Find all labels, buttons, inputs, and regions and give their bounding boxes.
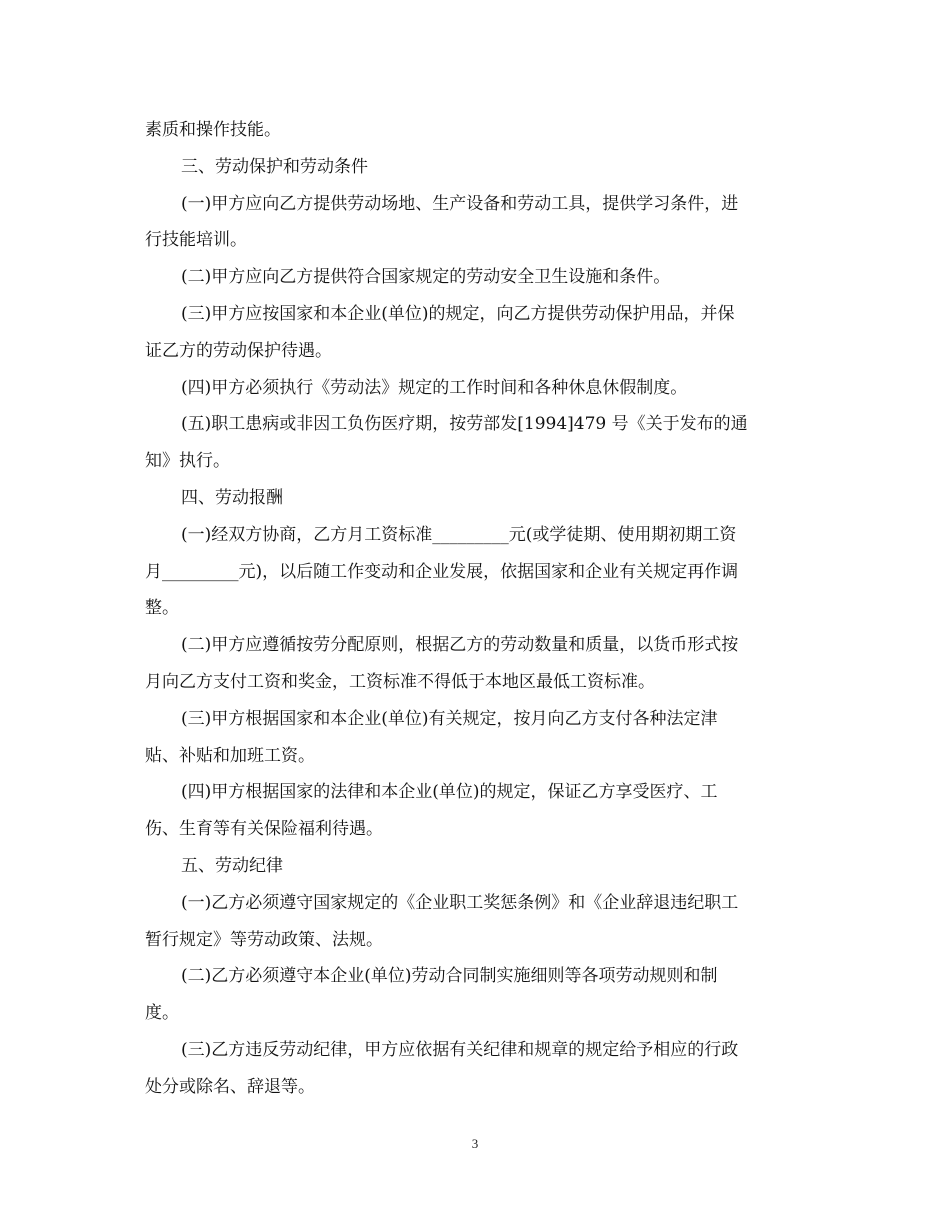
text-line: (一)经双方协商，乙方月工资标准_________元(或学徒期、使用期初期工资 xyxy=(181,524,737,545)
text-line: 整。 xyxy=(145,598,179,619)
page-number: 3 xyxy=(471,1136,479,1151)
text-line: 暂行规定》等劳动政策、法规。 xyxy=(145,929,383,950)
text-line: (二)甲方应向乙方提供符合国家规定的劳动安全卫生设施和条件。 xyxy=(181,267,671,288)
text-line: 处分或除名、辞退等。 xyxy=(145,1076,315,1097)
text-line: 证乙方的劳动保护待遇。 xyxy=(145,340,332,361)
text-line: 五、劳动纪律 xyxy=(181,855,283,876)
text-line: 度。 xyxy=(145,1003,179,1024)
text-line: 贴、补贴和加班工资。 xyxy=(145,745,315,766)
text-line: (二)乙方必须遵守本企业(单位)劳动合同制实施细则等各项劳动规则和制 xyxy=(181,966,718,987)
text-line: 三、劳动保护和劳动条件 xyxy=(181,156,368,177)
text-line: (一)乙方必须遵守国家规定的《企业职工奖惩条例》和《企业辞退违纪职工 xyxy=(181,892,739,913)
text-line: (五)职工患病或非因工负伤医疗期，按劳部发[1994]479 号《关于发布的通 xyxy=(181,414,748,435)
text-line: 伤、生育等有关保险福利待遇。 xyxy=(145,819,383,840)
text-line: (三)甲方根据国家和本企业(单位)有关规定，按月向乙方支付各种法定津 xyxy=(181,708,718,729)
text-line: 知》执行。 xyxy=(145,451,230,472)
text-line: 四、劳动报酬 xyxy=(181,487,283,508)
text-line: (四)甲方根据国家的法律和本企业(单位)的规定，保证乙方享受医疗、工 xyxy=(181,782,718,803)
text-line: (二)甲方应遵循按劳分配原则，根据乙方的劳动数量和质量，以货币形式按 xyxy=(181,635,739,656)
text-line: (一)甲方应向乙方提供劳动场地、生产设备和劳动工具，提供学习条件，进 xyxy=(181,193,739,214)
text-line: 月_________元)，以后随工作变动和企业发展，依据国家和企业有关规定再作调 xyxy=(145,561,739,582)
text-line: 行技能培训。 xyxy=(145,230,247,251)
text-line: (三)甲方应按国家和本企业(单位)的规定，向乙方提供劳动保护用品，并保 xyxy=(181,303,735,324)
text-line: 素质和操作技能。 xyxy=(145,120,281,140)
text-line: (三)乙方违反劳动纪律，甲方应依据有关纪律和规章的规定给予相应的行政 xyxy=(181,1039,739,1060)
text-line: (四)甲方必须执行《劳动法》规定的工作时间和各种休息休假制度。 xyxy=(181,377,688,398)
document-body xyxy=(145,112,810,1106)
text-line: 月向乙方支付工资和奖金，工资标准不得低于本地区最低工资标准。 xyxy=(145,671,655,692)
